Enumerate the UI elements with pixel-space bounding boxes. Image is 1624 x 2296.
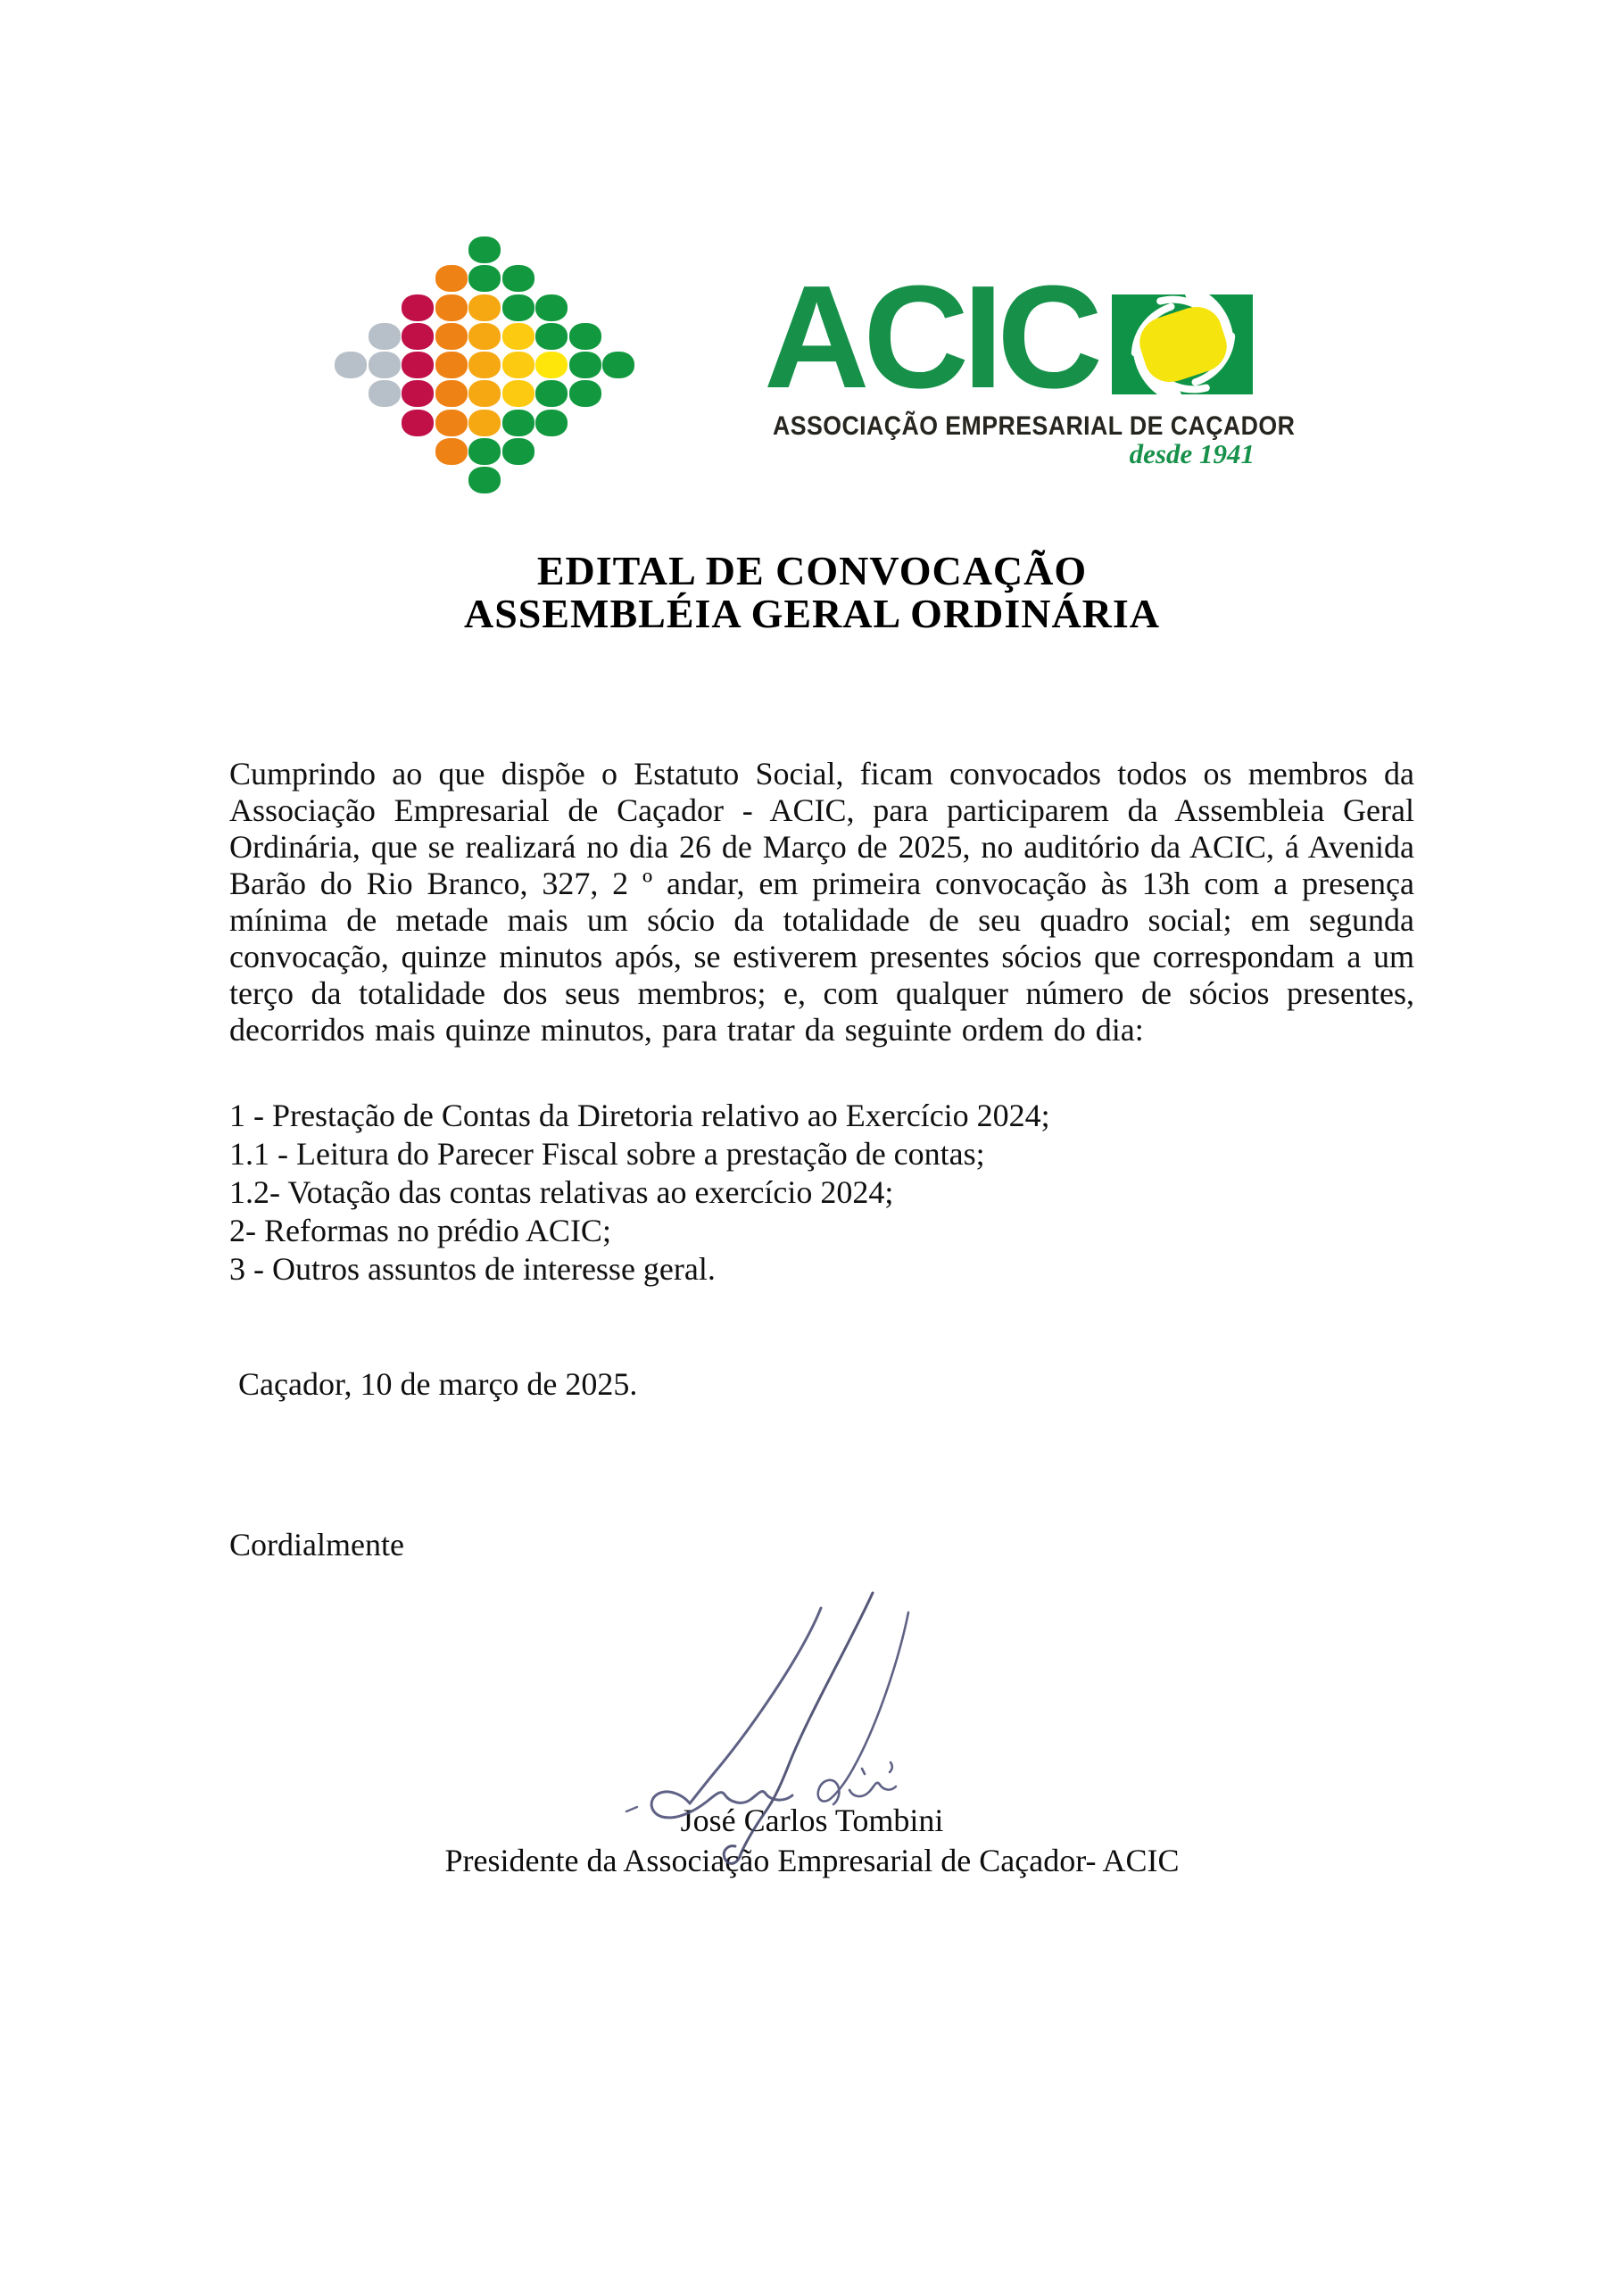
diamond-cell bbox=[502, 352, 534, 378]
diamond-cell bbox=[535, 380, 568, 407]
diamond-cell bbox=[335, 352, 367, 378]
agenda-item: 1 - Prestação de Contas da Diretoria relativo ao Exercício 2024; bbox=[229, 1098, 1050, 1133]
diamond-cell bbox=[502, 380, 534, 407]
diamond-cell bbox=[569, 323, 601, 350]
diamond-cell bbox=[402, 380, 434, 407]
acic-wordmark: ACIC bbox=[764, 255, 1097, 419]
diamond-cell bbox=[435, 352, 468, 378]
diamond-cell bbox=[502, 438, 534, 465]
acic-diamond-pattern-logo bbox=[335, 236, 638, 504]
diamond-cell bbox=[468, 323, 501, 350]
diamond-cell bbox=[535, 323, 568, 350]
agenda-item: 1.1 - Leitura do Parecer Fiscal sobre a prestação de contas; bbox=[229, 1136, 985, 1172]
acic-tagline: ASSOCIAÇÃO EMPRESARIAL DE CAÇADOR bbox=[773, 411, 1296, 441]
diamond-cell bbox=[435, 380, 468, 407]
diamond-cell bbox=[369, 323, 401, 350]
diamond-cell bbox=[402, 323, 434, 350]
diamond-cell bbox=[468, 294, 501, 321]
diamond-cell bbox=[502, 294, 534, 321]
diamond-cell bbox=[535, 294, 568, 321]
title-line-1: EDITAL DE CONVOCAÇÃO bbox=[536, 548, 1088, 593]
diamond-cell bbox=[468, 236, 501, 263]
diamond-cell bbox=[502, 410, 534, 436]
acic-since-1941: desde 1941 bbox=[1129, 438, 1255, 469]
convocation-paragraph: Cumprindo ao que dispõe o Estatuto Social, ficam convocados todos os membros da Associação Empresarial de Caçador - ACIC, para participarem da Assembleia Geral Ordinária, que se realizará no dia 26 de Março de 2025, no auditório da ACIC, á Avenida Barão do Rio Branco, 327, 2 º andar, em primeira convocação às 13h com a presença mínima de metade mais um sócio da totalidade de seu quadro social; em segunda convocação, quinze minutos após, se estiverem presentes sócios que correspondam a um terço da totalidade dos seus membros; e, com qualquer número de sócios presentes, decorridos mais quinze minutos, para tratar da seguinte ordem do dia: bbox=[229, 756, 1414, 1048]
diamond-cell bbox=[569, 380, 601, 407]
diamond-cell bbox=[535, 410, 568, 436]
agenda-item: 1.2- Votação das contas relativas ao exercício 2024; bbox=[229, 1174, 894, 1210]
diamond-cell bbox=[369, 352, 401, 378]
diamond-cell bbox=[369, 380, 401, 407]
agenda-list bbox=[229, 1097, 1434, 1289]
diamond-cell bbox=[402, 294, 434, 321]
diamond-cell bbox=[435, 438, 468, 465]
diamond-cell bbox=[468, 438, 501, 465]
agenda-item: 3 - Outros assuntos de interesse geral. bbox=[229, 1251, 716, 1287]
diamond-cell bbox=[468, 467, 501, 493]
signer-name: José Carlos Tombini bbox=[680, 1803, 944, 1838]
signer-block bbox=[0, 1801, 1624, 1881]
diamond-cell bbox=[468, 352, 501, 378]
diamond-cell bbox=[535, 352, 568, 378]
diamond-cell bbox=[468, 380, 501, 407]
diamond-cell bbox=[502, 323, 534, 350]
diamond-cell bbox=[435, 294, 468, 321]
document-title bbox=[0, 550, 1624, 635]
diamond-cell bbox=[435, 265, 468, 292]
diamond-cell bbox=[402, 352, 434, 378]
salutation: Cordialmente bbox=[229, 1527, 404, 1562]
diamond-cell bbox=[435, 323, 468, 350]
acic-logo bbox=[0, 0, 1624, 518]
diamond-cell bbox=[502, 265, 534, 292]
diamond-cell bbox=[402, 410, 434, 436]
diamond-cell bbox=[468, 265, 501, 292]
date-line: Caçador, 10 de março de 2025. bbox=[238, 1366, 638, 1402]
diamond-cell bbox=[602, 352, 634, 378]
signer-role: Presidente da Associação Empresarial de Caçador- ACIC bbox=[444, 1843, 1180, 1878]
title-line-2: ASSEMBLÉIA GERAL ORDINÁRIA bbox=[463, 591, 1161, 636]
agenda-item: 2- Reformas no prédio ACIC; bbox=[229, 1213, 611, 1248]
diamond-cell bbox=[468, 410, 501, 436]
diamond-cell bbox=[569, 352, 601, 378]
acic-emblem-icon bbox=[1112, 294, 1253, 394]
diamond-cell bbox=[435, 410, 468, 436]
